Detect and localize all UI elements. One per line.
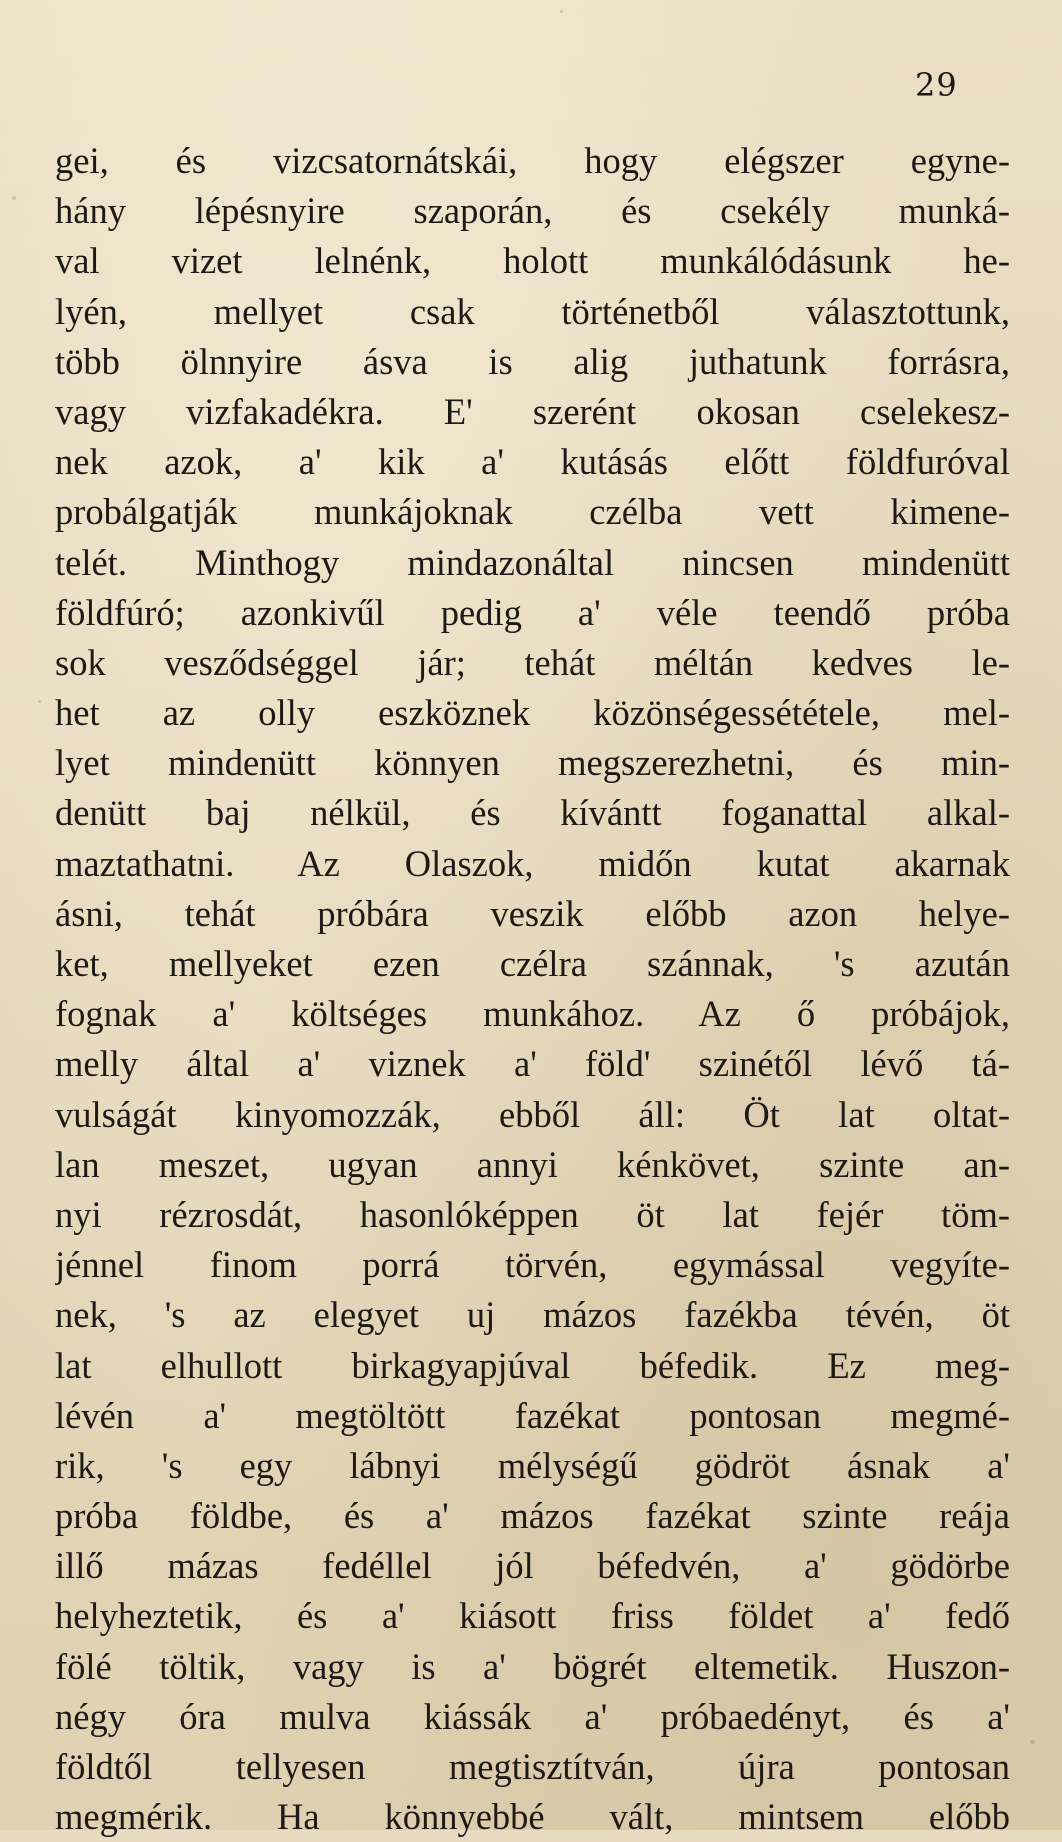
paper-speck	[560, 10, 563, 13]
text-line: fölé töltik, vagy is a' bögrét eltemetik. Huszon-	[55, 1645, 1010, 1687]
text-line: fognak a' költséges munkához. Az ő próbájok,	[55, 993, 1010, 1035]
text-line: lévén a' megtöltött fazékat pontosan megmé-	[55, 1394, 1010, 1436]
text-line: maztathatni. Az Olaszok, midőn kutat akarnak	[55, 842, 1010, 884]
body-text	[55, 136, 1010, 1842]
text-line: nyi rézrosdát, hasonlóképpen öt lat fejér töm-	[55, 1193, 1010, 1235]
text-line: gei, és vizcsatornátskái, hogy elégszer egyne-	[55, 140, 1010, 181]
text-line: helyheztetik, és a' kiásott friss földet a' fedő	[55, 1595, 1010, 1637]
text-line: próba földbe, és a' mázos fazékat szinte reája	[55, 1495, 1010, 1537]
paper-speck	[12, 196, 16, 200]
text-line: lyén, mellyet csak történetből választottunk,	[55, 290, 1010, 332]
text-line: illő mázas fedéllel jól béfedvén, a' gödörbe	[55, 1545, 1010, 1587]
text-line: telét. Minthogy mindazonáltal nincsen mindenütt	[55, 541, 1010, 583]
text-line: het az olly eszköznek közönségessététele, mel-	[55, 692, 1010, 734]
text-line: hány lépésnyire szaporán, és csekély munká-	[55, 190, 1010, 232]
paper-speck	[1030, 1740, 1035, 1744]
text-line: val vizet lelnénk, holott munkálódásunk he-	[55, 240, 1010, 282]
text-line: sok vesződséggel jár; tehát méltán kedves le-	[55, 641, 1010, 683]
text-line: földtől tellyesen megtisztítván, újra pontosan	[55, 1746, 1010, 1787]
text-line: nek, 's az elegyet uj mázos fazékba tévén, öt	[55, 1294, 1010, 1336]
text-line: nek azok, a' kik a' kutásás előtt földfuróval	[55, 441, 1010, 483]
text-line: ket, mellyeket ezen czélra szánnak, 's azután	[55, 943, 1010, 984]
text-line: denütt baj nélkül, és kívántt foganattal alkal-	[55, 792, 1010, 834]
text-line: probálgatják munkájoknak czélba vett kimene-	[55, 491, 1010, 533]
text-line: rik, 's egy lábnyi mélységű gödröt ásnak a'	[55, 1444, 1010, 1486]
text-line: ásni, tehát próbára veszik előbb azon helye-	[55, 892, 1010, 934]
text-line: lan meszet, ugyan annyi kénkövet, szinte an-	[55, 1143, 1010, 1185]
paper-speck	[38, 700, 41, 703]
text-line: vagy vizfakadékra. E' szerént okosan cselekesz-	[55, 390, 1010, 432]
text-line: földfúró; azonkivűl pedig a' véle teendő próba	[55, 591, 1010, 633]
text-line: lyet mindenütt könnyen megszerezhetni, és min-	[55, 742, 1010, 784]
text-line: négy óra mulva kiássák a' próbaedényt, és a'	[55, 1695, 1010, 1737]
text-line: vulságát kinyomozzák, ebből áll: Öt lat oltat-	[55, 1093, 1010, 1135]
text-line: több ölnnyire ásva is alig juthatunk forrásra,	[55, 340, 1010, 382]
text-line: melly által a' viznek a' föld' szinétől lévő tá-	[55, 1043, 1010, 1085]
text-line: jénnel finom porrá törvén, egymással vegyíte-	[55, 1244, 1010, 1286]
page-number: 29	[915, 66, 958, 104]
text-line: megmérik. Ha könnyebbé vált, mintsem előbb	[55, 1796, 1010, 1838]
text-line: lat elhullott birkagyapjúval béfedik. Ez meg-	[55, 1344, 1010, 1386]
